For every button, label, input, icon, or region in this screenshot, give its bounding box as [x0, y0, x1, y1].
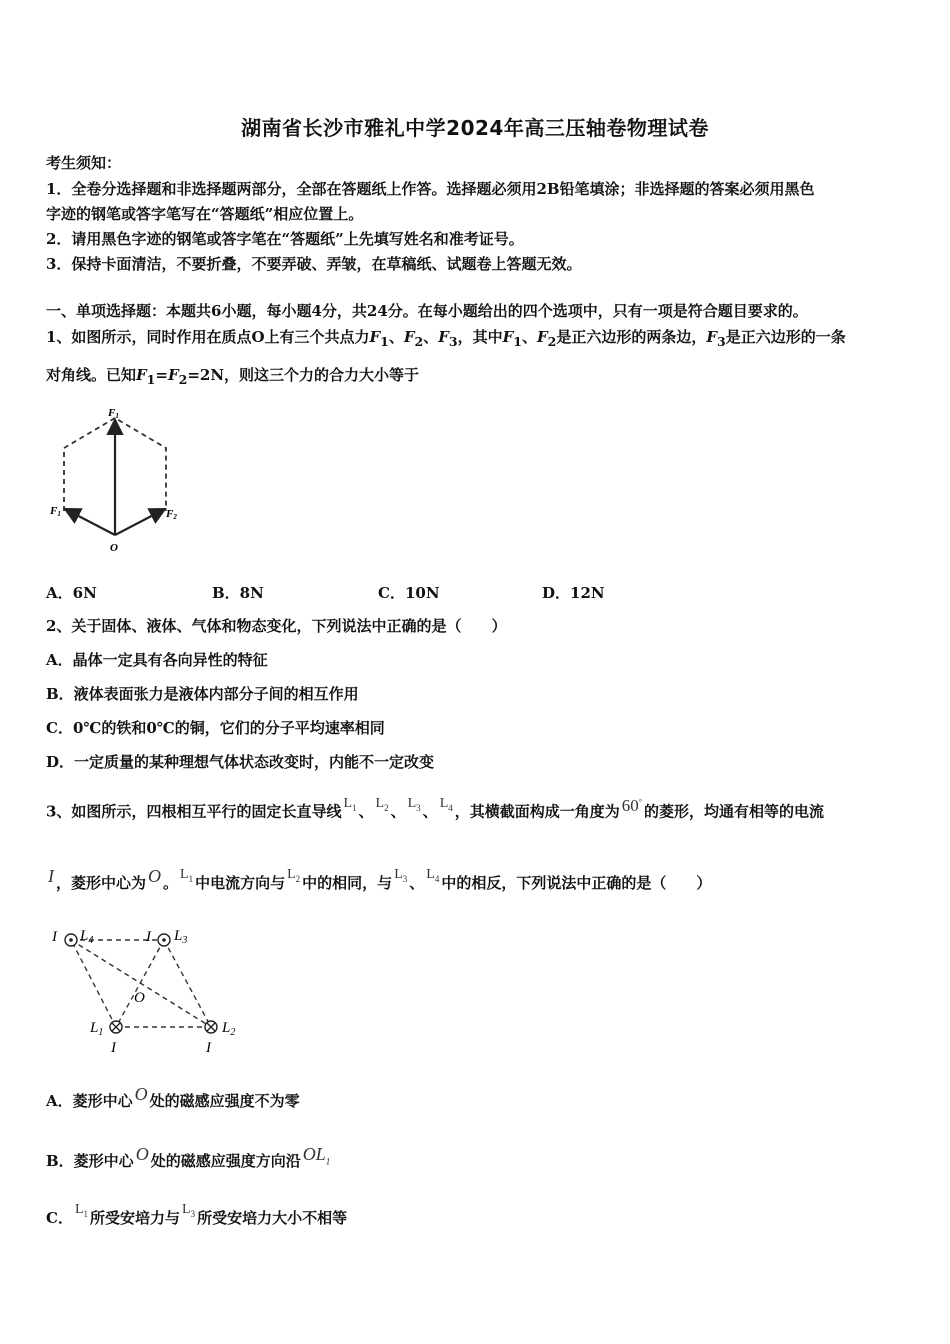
- q2-option-d[interactable]: D．一定质量的某种理想气体状态改变时，内能不一定改变: [46, 753, 435, 771]
- notice-line-1b: 字迹的钢笔或答字笔写在“答题纸”相应位置上。: [46, 205, 364, 223]
- wire-l1-in-icon: [110, 1021, 122, 1033]
- q3-option-a[interactable]: [46, 1084, 300, 1111]
- q3-stem-line-2: [46, 866, 712, 899]
- label-i-l2: I: [206, 1040, 211, 1056]
- notice-line-1a: 1．全卷分选择题和非选择题两部分，全部在答题纸上作答。选择题必须用2B铅笔填涂；非选择题的答案必须用黑色: [46, 180, 815, 198]
- force-arrow-left: [67, 510, 115, 535]
- q1-f3: F: [438, 328, 449, 346]
- q3-l2: $L_2$: [287, 867, 301, 884]
- q1-f3-sub: 3: [448, 334, 458, 349]
- rhombus-wires-diagram: [44, 918, 254, 1058]
- q1-text: 对角线。已知: [46, 366, 137, 384]
- q3-option-text: 所受安培力大小不相等: [197, 1209, 348, 1227]
- hexagon-force-diagram: [40, 398, 190, 558]
- q3-option-text: C．: [46, 1209, 73, 1227]
- q3-text: 中的相反，下列说法中正确的是（ ）: [441, 874, 712, 892]
- diagonal-l3-l1: [116, 940, 164, 1027]
- q3-l4: $L_4$: [439, 795, 453, 813]
- q1-f2-sub: 2: [178, 372, 188, 387]
- q3-center-o: O: [135, 1144, 149, 1164]
- q1-equals: =: [155, 366, 168, 384]
- q1-f2-sub: 2: [547, 334, 557, 349]
- q2-option-b[interactable]: B．液体表面张力是液体内部分子间的相互作用: [46, 685, 359, 703]
- q1-f1: F: [369, 328, 381, 346]
- q3-l3: $L_3$: [182, 1202, 196, 1219]
- q3-l3: $L_3$: [394, 867, 408, 884]
- label-l4: $L_4$: [80, 928, 94, 946]
- edge-l3-l2: [164, 940, 211, 1027]
- q3-option-b[interactable]: [46, 1144, 332, 1178]
- q1-text: 是正六边形的一条: [725, 328, 846, 346]
- q1-f2: F: [167, 366, 179, 384]
- wire-l4-out-icon: [65, 934, 77, 946]
- q2-option-a[interactable]: A．晶体一定具有各向异性的特征: [46, 651, 268, 669]
- label-l3: $L_3$: [174, 928, 188, 946]
- q3-option-c[interactable]: [46, 1202, 348, 1234]
- q3-sep: 、: [358, 802, 374, 821]
- q3-option-text: B．菱形中心: [46, 1152, 134, 1170]
- q3-l4: $L_4$: [426, 867, 440, 884]
- notice-heading: 考生须知：: [46, 154, 122, 172]
- notice-line-2: 2．请用黑色字迹的钢笔或答字笔在“答题纸”上先填写姓名和准考证号。: [46, 230, 524, 248]
- section-heading: 一、单项选择题：本题共6小题，每小题4分，共24分。在每小题给出的四个选项中，只有一项是符合题目要求的。: [46, 302, 808, 320]
- q3-ol1: $OL_1$: [302, 1144, 331, 1167]
- edge-l1-l4: [71, 940, 116, 1027]
- q3-text: 中电流方向与: [195, 874, 286, 892]
- q1-text: 是正六边形的两条边，: [556, 328, 707, 346]
- q3-sep: 、: [390, 802, 406, 821]
- q3-option-text: 所受安培力与: [90, 1209, 181, 1227]
- q3-center-o: O: [134, 1084, 148, 1104]
- q3-center-o: O: [148, 866, 162, 886]
- q1-option-a[interactable]: A．6N: [46, 584, 97, 602]
- label-o: O: [110, 542, 118, 554]
- q1-f2: F: [403, 328, 415, 346]
- q1-f1: F: [502, 328, 514, 346]
- q1-sep: 、: [522, 328, 538, 346]
- q1-f3: F: [706, 328, 718, 346]
- q3-text: 3、如图所示，四根相互平行的固定长直导线: [46, 802, 342, 821]
- q1-sep: 、: [423, 328, 439, 346]
- q2-stem: 2、关于固体、液体、气体和物态变化，下列说法中正确的是（ ）: [46, 617, 507, 635]
- q3-text: 的菱形，均通有相等的电流: [643, 802, 824, 821]
- wire-l2-in-icon: [205, 1021, 217, 1033]
- q3-text: 中的相同，与: [302, 874, 393, 892]
- q2-option-c[interactable]: C．0℃的铁和0℃的铜，它们的分子平均速率相同: [46, 719, 385, 737]
- label-i-l3: I: [146, 929, 151, 945]
- label-l1: $L_1$: [90, 1020, 104, 1038]
- q1-f2: F: [537, 328, 548, 346]
- q1-stem-line-2: [46, 365, 419, 390]
- q3-option-text: A．菱形中心: [46, 1092, 133, 1110]
- label-i-l1: I: [111, 1040, 116, 1056]
- q1-f1-sub: 1: [513, 334, 522, 349]
- q1-stem-line-1: [46, 327, 846, 352]
- q3-option-text: 处的磁感应强度方向沿: [150, 1152, 301, 1170]
- q3-sep: 、: [409, 874, 425, 892]
- label-i-l4: I: [52, 929, 57, 945]
- q3-text: ，其横截面构成一角度为: [454, 802, 620, 821]
- q1-option-d[interactable]: D．12N: [542, 584, 605, 602]
- diagonal-l4-l2: [71, 940, 211, 1027]
- label-l2: $L_2$: [222, 1020, 236, 1038]
- q3-l1: $L_1$: [343, 795, 357, 813]
- q3-text: 。: [163, 874, 179, 892]
- q1-option-c[interactable]: C．10N: [378, 584, 440, 602]
- q3-l3: $L_3$: [407, 795, 421, 813]
- q3-stem-line-1: [46, 795, 824, 827]
- q1-text: ，其中: [457, 328, 503, 346]
- wire-l3-out-icon: [158, 934, 170, 946]
- page-title: 湖南省长沙市雅礼中学2024年高三压轴卷物理试卷: [241, 116, 709, 140]
- q3-l1: $L_1$: [74, 1202, 89, 1219]
- q3-l2: $L_2$: [375, 795, 389, 813]
- q3-angle: 60°: [621, 795, 642, 815]
- label-f-left: F1: [50, 505, 61, 518]
- q3-text: ，菱形中心为: [56, 874, 147, 892]
- q1-f1: F: [136, 366, 147, 384]
- notice-line-3: 3．保持卡面清洁，不要折叠，不要弄破、弄皱，在草稿纸、试题卷上答题无效。: [46, 255, 582, 273]
- q3-option-text: 处的磁感应强度不为零: [149, 1092, 300, 1110]
- q3-current-i: I: [48, 866, 54, 886]
- q1-f1-sub: 1: [146, 372, 156, 387]
- q1-sep: 、: [388, 328, 404, 346]
- q3-l1: $L_1$: [180, 867, 194, 884]
- force-arrow-f2: [115, 510, 163, 535]
- q1-f1-sub: 1: [380, 334, 389, 349]
- q1-text: 1、如图所示，同时作用在质点O上有三个共点力: [46, 328, 370, 346]
- q1-f2-sub: 2: [414, 334, 424, 349]
- q3-sep: 、: [422, 802, 438, 821]
- label-f1: F1: [108, 407, 119, 420]
- q1-f3-sub: 3: [717, 334, 726, 349]
- label-o: O: [134, 990, 145, 1006]
- q1-text: =2N，则这三个力的合力大小等于: [187, 366, 420, 384]
- label-f2: F2: [166, 508, 177, 521]
- q1-option-b[interactable]: B．8N: [212, 584, 264, 602]
